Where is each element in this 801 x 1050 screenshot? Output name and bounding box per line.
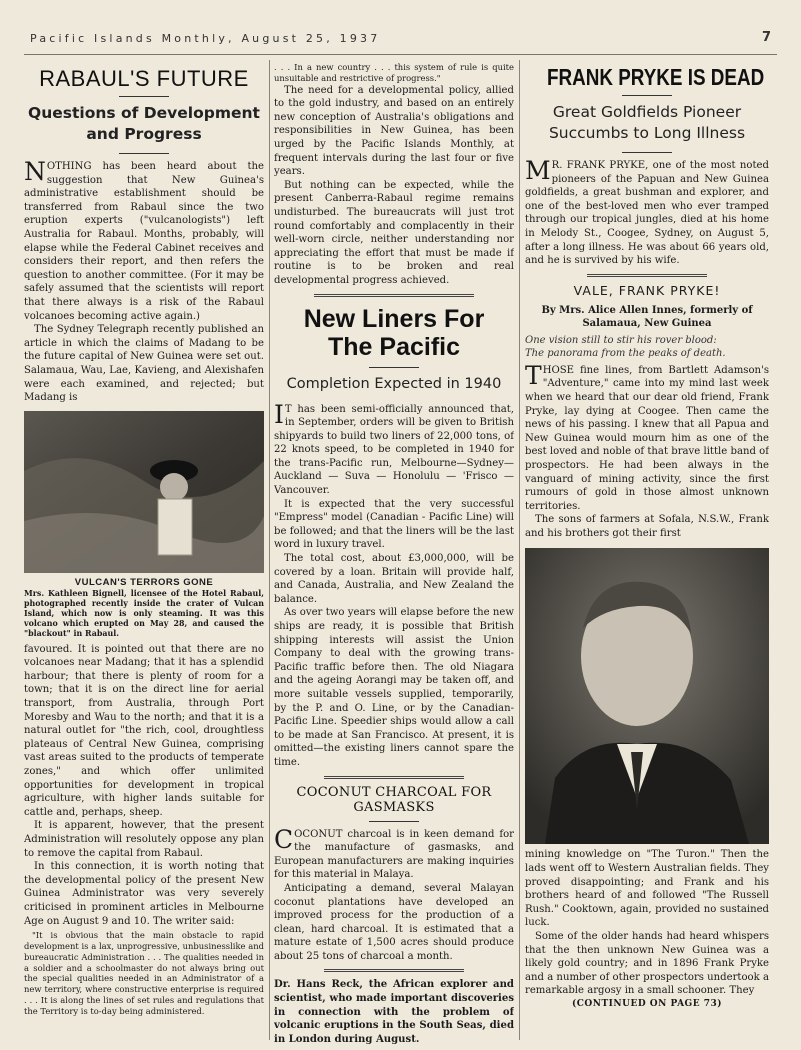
charcoal-rule (369, 821, 419, 822)
vale-byline: By Mrs. Alice Allen Innes, formerly of Salamaua, New Guinea (541, 304, 753, 329)
subheadline-rule (119, 153, 169, 154)
liners-paragraph-2: It is expected that the very successful "Empress" model (Canadian - Pacific Line) will be followed; and that the liners will be the last word in luxury travel. (274, 498, 514, 551)
vale-paragraph-3: mining knowledge on "The Turon." Then the lads went off to Western Australian fields. They proved disappointing; and Frank and his brothers heard of and followed "The Russell Rush." Cooktown, again, provided no sustained luck. (525, 849, 769, 929)
column-rule-1 (269, 60, 270, 1040)
liners-paragraph-4: As over two years will elapse before the new ships are ready, it is possible that British shipping interests will assist the Union Company to deal with the growing trans-Pacific traffic before then. The old Niagara and the ageing Aorangi may be taken off, and more suitable vessels supplied, temporarily, by the P. and O. Line, or by the Canadian-Pacific Line. Speedier ships would allow a call to be made at San Francisco. At present, it is omitted—the existing liners cannot spare the time. (274, 607, 514, 768)
rabaul-paragraph-1: NOTHING has been heard about the suggestion that New Guinea's administrative establishment should be transferred from Rabaul since the two eruption experts ("vulcanologists") left Australia for Rabaul. Months, probably, will elapse while the Federal Cabinet receives and considers their report, and then refers the question to another committee. (For it may be safely assumed that the scientists will report that there always is a risk of the Rabaul volcanoes becoming active again.) (24, 157, 264, 322)
running-title: Pacific Islands Monthly, August 25, 1937 (30, 32, 381, 45)
column-rule-2 (519, 60, 520, 1040)
rabaul-subheadline (24, 103, 264, 145)
pryke-paragraph-1: MR. FRANK PRYKE, one of the most noted pioneers of the Papuan and New Guinea goldfields, a great bushman and explorer, and one of the best-loved men who ever tramped through our tropical jungles, died at his home in Melody St., Coogee, Sydney, on August 5, after a long illness. He was about 66 years old, and he is survived by his wife. (525, 156, 769, 267)
charcoal-paragraph-2: Anticipating a demand, several Malayan coconut plantations have developed an improved process for the production of a clean, hard charcoal. It is estimated that a mature estate of 1,500 acres should produce about 25 tons of charcoal a month. (274, 882, 514, 962)
rabaul-subheadline-line-2: and Progress (86, 125, 202, 143)
liners-headline (274, 305, 514, 361)
vale-verse (525, 334, 769, 360)
pryke-subheadline-line-2: Succumbs to Long Illness (548, 124, 746, 142)
photo-caption: Mrs. Kathleen Bignell, licensee of the Hotel Rabaul, photographed recently inside the crater of Vulcan Island, which now is only steaming. It was this volcano which erupted on May 28, and caused the "blackout" in Rabaul. (24, 588, 264, 638)
continued-notice: (CONTINUED ON PAGE 73) (571, 999, 723, 1009)
vale-verse-line-2: The panorama from the peaks of death. (525, 347, 726, 359)
rabaul-headline: RABAUL'S FUTURE (39, 66, 249, 91)
column-2 (274, 62, 514, 1044)
charcoal-headline: COCONUT CHARCOAL FOR GASMASKS (296, 784, 492, 815)
vale-headline: VALE, FRANK PRYKE! (573, 282, 721, 298)
running-header (30, 32, 771, 52)
headline-rule (119, 96, 169, 97)
page-number: 7 (761, 30, 771, 45)
section-divider-1 (314, 294, 474, 297)
rabaul-paragraph-2: The Sydney Telegraph recently published an article in which the claims of Madang to be the future capital of New Guinea were set out. Salamaua, Wau, Lae, Kavieng, and Alexishafen were each examined, and rejected; but Madang is (24, 324, 264, 404)
column-1 (24, 62, 264, 1044)
vale-verse-line-1: One vision still to stir his rover blood: (525, 334, 717, 346)
pryke-subheadline-line-1: Great Goldfields Pioneer (552, 103, 742, 121)
liners-subheadline: Completion Expected in 1940 (286, 375, 502, 392)
frank-pryke-portrait (525, 548, 769, 844)
liners-paragraph-1: IT has been semi-officially announced that, in September, orders will be given to British shipyards to build two liners of 22,000 tons, of 22 knots speed, to be completed in 1940 for the trans-Pacific run, Melbourne—Sydney—Auckland — Suva — Honolulu — 'Frisco — Vancouver. (274, 399, 514, 497)
rabaul-paragraph-5: In this connection, it is worth noting that the developmental policy of the present New Guinea Administrator was very severely criticised in prominent articles in Melbourne Age on August 9 and 10. The writer said: (24, 861, 264, 927)
age-quote-continued: . . . In a new country . . . this system of rule is quite unsuitable and restrictive of progress." (274, 62, 514, 83)
rabaul-subheadline-line-1: Questions of Development (28, 104, 260, 122)
vulcan-crater-photo (24, 411, 264, 573)
vale-paragraph-4: Some of the older hands had heard whispers that the then unknown New Guinea was a likely gold country; and in 1896 Frank Pryke and a number of other prospectors undertook a remarkable argosy in a small schooner. They (525, 931, 769, 997)
charcoal-paragraph-1: COCONUT charcoal is in keen demand for the manufacture of gasmasks, and European manufacturers are making inquiries for this material in Malaya. (274, 824, 514, 881)
header-rule (24, 54, 777, 55)
liners-headline-line-1: New Liners For (303, 304, 485, 333)
crater-photo-image (24, 411, 264, 573)
rabaul-paragraph-3: favoured. It is pointed out that there are no volcanoes near Madang; that it has a splendid harbour; that there is plenty of room for a town; that it is on the direct line for aerial transport, from Australia, through Port Moresby and Wau to the north; and that it is a natural outlet for "the rich, cool, droughtless plateaus of Central New Guinea, comprising vast areas suited to the products of temperate zones," and which offer unlimited opportunities for development in tropical agriculture, with higher lands suitable for cattle and, perhaps, sheep. (24, 643, 264, 818)
vale-paragraph-1: THOSE fine lines, from Bartlett Adamson's "Adventure," came into my mind last week when we heard that our dear old friend, Frank Pryke, lay dying at Coogee. Then came the news of his passing. I knew that all Papua and New Guinea would mourn him as one of the best loved and noble of that brave little band of prospectors. He had been always in the vanguard of mining activity, since the first rumours of gold in those almost unknown territories. (525, 360, 769, 512)
liners-paragraph-3: The total cost, about £3,000,000, will be covered by a loan. Britain will provide half, and Canada, Australia, and New Zealand the balance. (274, 553, 514, 605)
vale-paragraph-2: The sons of farmers at Sofala, N.S.W., Frank and his brothers got their first (525, 514, 769, 539)
age-quote: "It is obvious that the main obstacle to rapid development is a lax, unprogressive, unbusinesslike and bureaucratic Administration . . . The qualities needed in a soldier and a schoolmaster do not always bring out the special qualities needed in an Administrator of a new territory, where constructive enterprise is required . . . It is along the lines of set rules and regulations that the Territory is to-day being administered. (24, 930, 264, 1016)
rabaul-paragraph-4: It is apparent, however, that the present Administration will resolutely oppose any plan to remove the capital from Rabaul. (24, 820, 264, 859)
section-divider-4 (587, 274, 707, 277)
pryke-subrule (622, 152, 672, 153)
liners-rule (369, 367, 419, 368)
reck-notice: Dr. Hans Reck, the African explorer and scientist, who made important discoveries in connection with the problem of volcanic eruptions in the South Seas, died in London during August. (274, 979, 514, 1044)
photo-caption-title: VULCAN'S TERRORS GONE (74, 576, 214, 588)
pryke-subheadline (525, 102, 769, 144)
portrait-image (525, 548, 769, 844)
section-divider-3 (324, 969, 464, 972)
liners-headline-line-2: The Pacific (328, 332, 460, 361)
rabaul-paragraph-7: But nothing can be expected, while the present Canberra-Rabaul regime remains undisturbed. The bureaucrats will just trot round comfortably and complacently in their well-worn circle, neither understanding nor appreciating the effort that must be made if routine is to be broken and real developmental progress achieved. (274, 179, 514, 286)
rabaul-paragraph-6: The need for a developmental policy, allied to the gold industry, and based on an entirely new conception of Australia's obligations and responsibilities in New Guinea, has been urged by the Pacific Islands Monthly, at frequent intervals during the last four or five years. (274, 84, 514, 178)
section-divider-2 (324, 776, 464, 779)
pryke-rule (622, 95, 672, 96)
column-3 (525, 62, 769, 1044)
pryke-headline: FRANK PRYKE IS DEAD (546, 64, 765, 90)
